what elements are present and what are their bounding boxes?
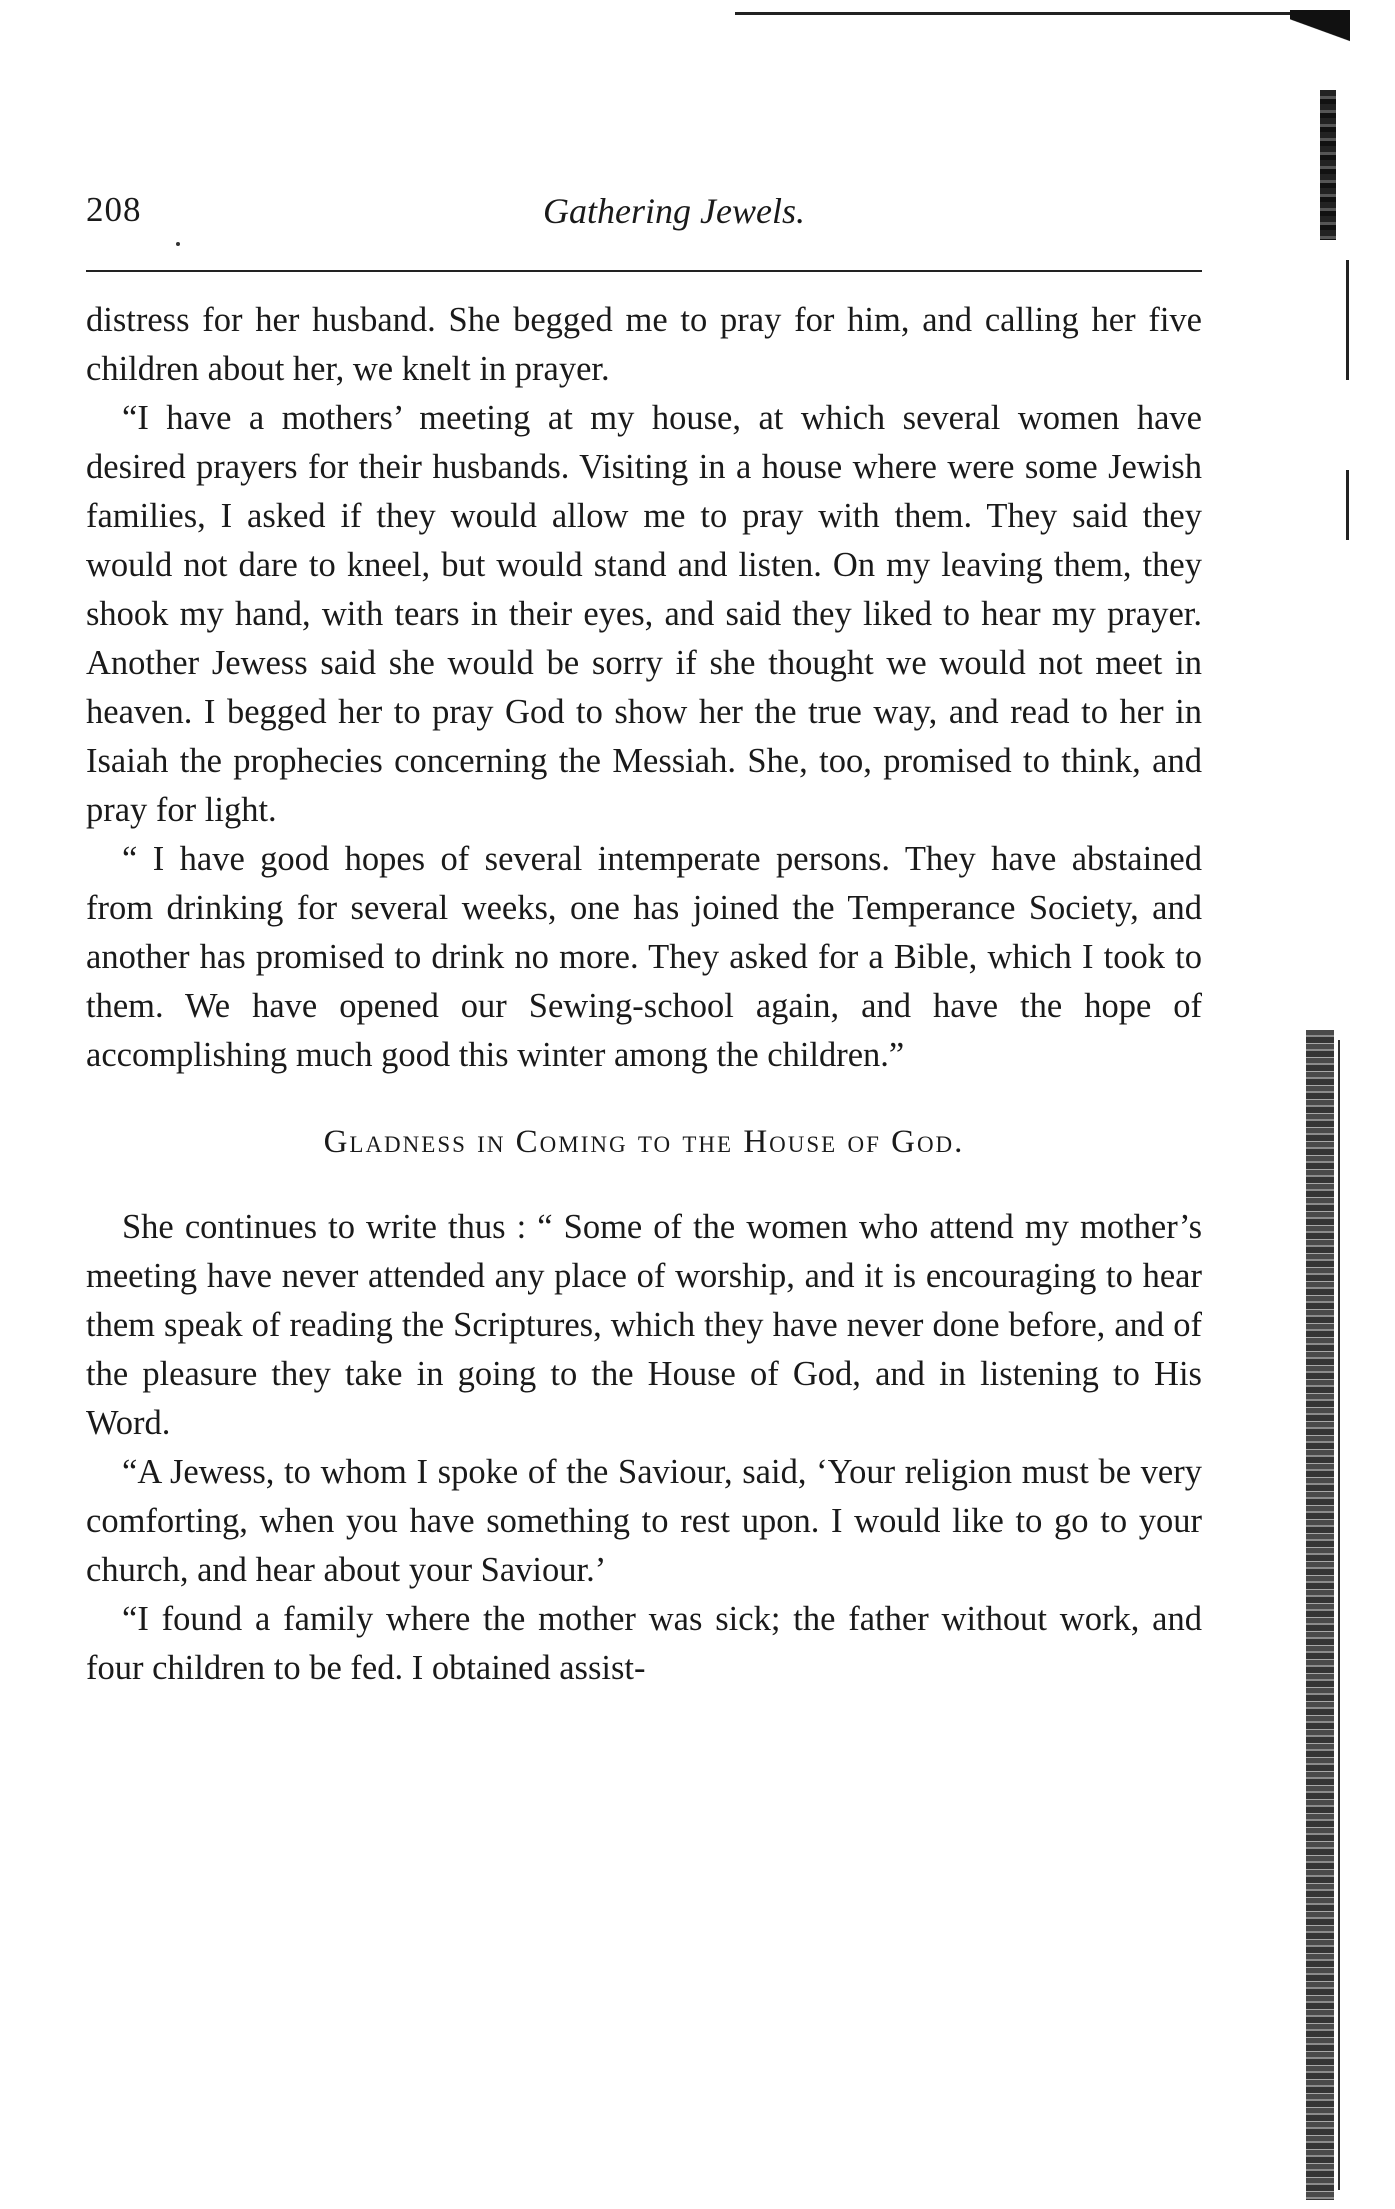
binding-edge-line bbox=[1346, 470, 1349, 540]
running-title: Gathering Jewels. bbox=[543, 191, 805, 231]
section-heading: Gladness in Coming to the House of God. bbox=[323, 1124, 965, 1160]
paragraph: “I have a mothers’ meeting at my house, at which several women have desired prayers for their husbands. Visiting in a house where were some Jewish families, I asked if they would allow me to pray with them. They said they would not dare to kneel, but would stand and listen. On my leaving them, they shook my hand, with tears in their eyes, and said they liked to hear my prayer. Another Jewess said she would be sorry if she thought we would not meet in heaven. I begged her to pray God to show her the true way, and read to her in Isaiah the prophecies concerning the Messiah. She, too, promised to think, and pray for light. bbox=[86, 399, 1202, 829]
page-number: 208 bbox=[86, 190, 142, 229]
page-header bbox=[86, 190, 1202, 240]
binding-edge-line bbox=[1346, 260, 1349, 380]
paragraph: She continues to write thus : “ Some of the women who attend my mother’s meeting have never attended any place of worship, and it is encouraging to hear them speak of reading the Scriptures, which they have never done before, and of the pleasure they take in going to the House of God, and in listening to His Word. bbox=[86, 1208, 1202, 1442]
paragraph: “A Jewess, to whom I spoke of the Saviour, said, ‘Your religion must be very comforting, when you have something to rest upon. I would like to go to your church, and hear about your Saviour.’ bbox=[86, 1453, 1202, 1589]
binding-top-rule bbox=[735, 12, 1335, 15]
binding-gutter-shadow bbox=[1306, 1030, 1334, 2200]
binding-spine-strip bbox=[1320, 90, 1336, 240]
header-rule bbox=[86, 270, 1202, 272]
paragraph: “ I have good hopes of several intemperate persons. They have abstained from drinking for several weeks, one has joined the Temperance Society, and another has promised to drink no more. They asked for a Bible, which I took to them. We have opened our Sewing-school again, and have the hope of accomplishing much good this winter among the children.” bbox=[86, 840, 1202, 1074]
header-dot bbox=[176, 242, 180, 246]
paragraph: “I found a family where the mother was sick; the father without work, and four children to be fed. I obtained assist- bbox=[86, 1600, 1202, 1687]
body-text bbox=[86, 296, 1202, 1693]
paragraph: distress for her husband. She begged me to pray for him, and calling her five children about her, we knelt in prayer. bbox=[86, 301, 1202, 388]
binding-corner-mark bbox=[1290, 10, 1350, 65]
binding-gutter-line bbox=[1338, 1040, 1340, 2190]
